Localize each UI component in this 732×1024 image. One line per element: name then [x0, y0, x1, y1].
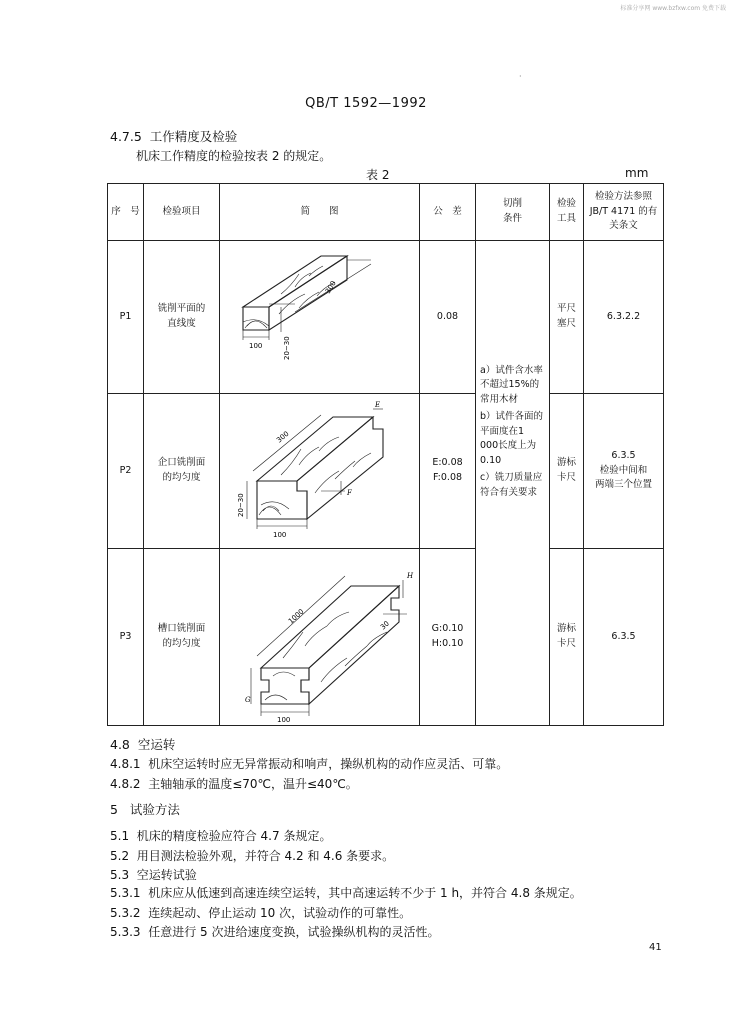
- sketch-p1-flat-board: [221, 242, 419, 392]
- table-header-row: [108, 184, 664, 241]
- dim-width: 100: [248, 342, 262, 350]
- cell-reference: 6.3.5 检验中间和 两端三个位置: [584, 394, 664, 549]
- section-number: 4.7.5: [110, 129, 142, 144]
- table-row: [108, 241, 664, 394]
- cell-reference: 6.3.2.2: [584, 241, 664, 394]
- cell-item: 槽口铣削面 的均匀度: [144, 549, 220, 726]
- condition-a: a）试件含水率不超过15%的常用木材: [480, 364, 543, 406]
- dim-f: F: [346, 489, 352, 497]
- list-item: 5.1 机床的精度检验应符合 4.7 条规定。: [110, 829, 332, 843]
- section-title: 工作精度及检验: [149, 129, 238, 144]
- cell-tolerance: E:0.08 F:0.08: [420, 394, 476, 549]
- cell-sketch: [220, 241, 420, 394]
- list-item: 5.3.3 任意进行 5 次进给速度变换，试验操纵机构的灵活性。: [110, 925, 440, 939]
- sketch-p2-tongue-board: [221, 395, 419, 547]
- dim-length: 300: [323, 279, 338, 296]
- cell-seq: P3: [108, 549, 144, 726]
- section-number: 4.8: [110, 737, 130, 752]
- cell-item: 铣削平面的 直线度: [144, 241, 220, 394]
- dim-width: 100: [276, 716, 290, 724]
- header-sketch: 简 图: [220, 184, 420, 241]
- cell-tolerance: 0.08: [420, 241, 476, 394]
- list-item: 5.3.1 机床应从低速到高速连续空运转，其中高速运转不少于 1 h，并符合 4.8 条规定。: [110, 886, 582, 900]
- cell-tolerance: G:0.10 H:0.10: [420, 549, 476, 726]
- dim-width: 100: [272, 531, 286, 539]
- dim-depth: 30: [378, 619, 391, 632]
- cell-tool: 游标 卡尺: [550, 549, 584, 726]
- section-4-7-5-heading: [110, 127, 237, 145]
- watermark: 标准分享网 www.bzfxw.com 免费下载: [620, 5, 726, 12]
- page-header: QB/T 1592—1992: [305, 96, 427, 111]
- section-5-heading: [110, 800, 180, 818]
- section-number: 5: [110, 802, 118, 817]
- condition-b: b）试件各面的平面度在1 000长度上为0.10: [480, 410, 544, 467]
- cell-seq: P2: [108, 394, 144, 549]
- precision-table: [107, 183, 664, 726]
- header-tolerance: 公 差: [420, 184, 476, 241]
- cell-item: 企口铣削面 的均匀度: [144, 394, 220, 549]
- cell-reference: 6.3.5: [584, 549, 664, 726]
- header-item: 检验项目: [144, 184, 220, 241]
- cell-seq: P1: [108, 241, 144, 394]
- header-condition: 切削 条件: [476, 184, 550, 241]
- table-row: [108, 549, 664, 726]
- list-item: 5.3.2 连续起动、停止运动 10 次，试验动作的可靠性。: [110, 906, 412, 920]
- dim-height: 20~30: [282, 336, 291, 360]
- condition-c: c）铣刀质量应符合有关要求: [480, 471, 543, 498]
- dim-length: 1000: [286, 607, 306, 626]
- cell-sketch: [220, 549, 420, 726]
- list-item: 4.8.2 主轴轴承的温度≤70℃，温升≤40℃。: [110, 777, 358, 791]
- dim-length: 300: [274, 429, 291, 445]
- dim-e: E: [374, 401, 380, 409]
- cell-cutting-conditions: [476, 241, 550, 726]
- scan-mark: ·: [519, 72, 522, 81]
- section-title: 空运转: [137, 737, 176, 752]
- page-number: 41: [649, 942, 662, 953]
- section-4-8-heading: [110, 735, 175, 753]
- table-caption: 表 2: [366, 168, 390, 182]
- header-reference: 检验方法参照 JB/T 4171 的有 关条文: [584, 184, 664, 241]
- list-item: 5.2 用目测法检验外观，并符合 4.2 和 4.6 条要求。: [110, 849, 395, 863]
- dim-h: H: [406, 572, 413, 580]
- cell-tool: 游标 卡尺: [550, 394, 584, 549]
- sketch-p3-groove-board: [221, 550, 419, 724]
- list-item: 5.3 空运转试验: [110, 868, 197, 882]
- dim-g: G: [244, 696, 251, 704]
- list-item: 4.8.1 机床空运转时应无异常振动和响声，操纵机构的动作应灵活、可靠。: [110, 757, 509, 771]
- table-row: [108, 394, 664, 549]
- section-4-7-5-body: 机床工作精度的检验按表 2 的规定。: [136, 149, 332, 163]
- cell-tool: 平尺 塞尺: [550, 241, 584, 394]
- header-seq: 序 号: [108, 184, 144, 241]
- cell-sketch: [220, 394, 420, 549]
- dim-height: 20~30: [236, 493, 245, 517]
- table-unit: mm: [625, 166, 649, 180]
- section-title: 试验方法: [129, 802, 180, 817]
- header-tool: 检验 工具: [550, 184, 584, 241]
